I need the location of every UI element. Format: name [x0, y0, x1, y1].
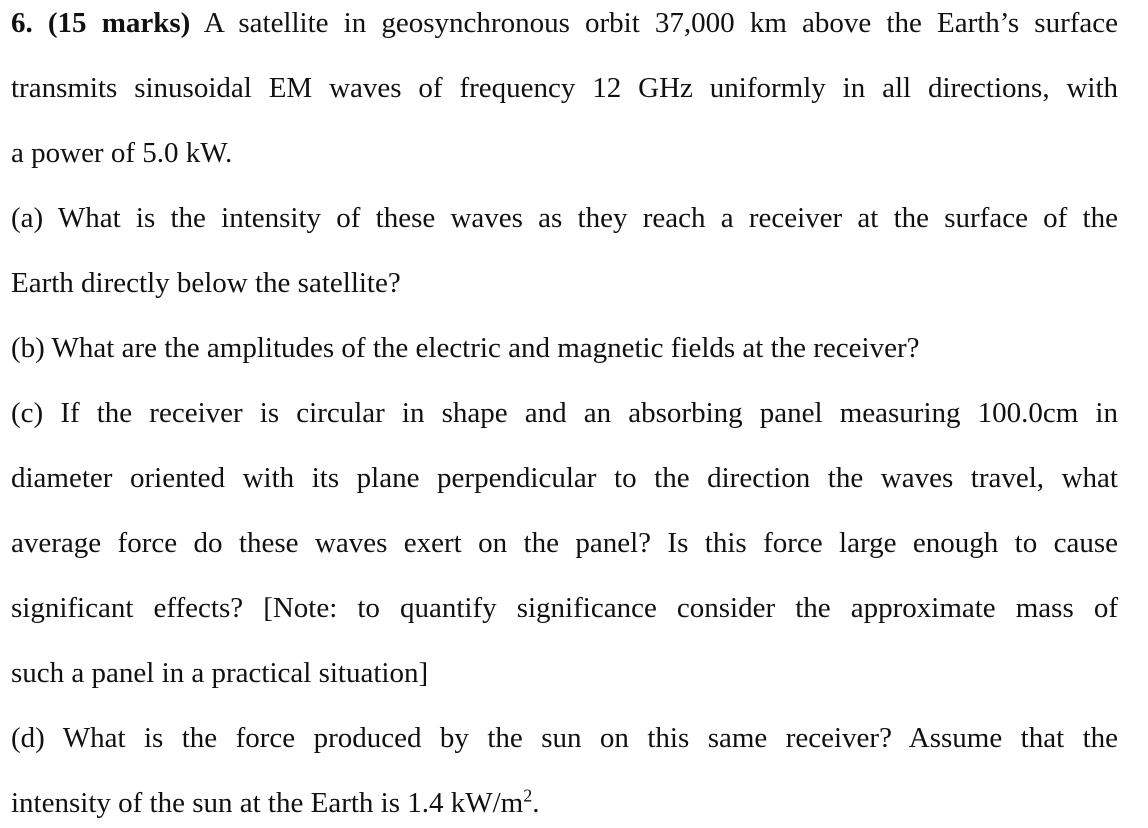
question-intro-line-2: transmits sinusoidal EM waves of frequency 12 GHz uniformly in all directions, with — [11, 72, 1118, 104]
part-c-line-2: diameter oriented with its plane perpendicular to the direction the waves travel, what — [11, 462, 1118, 494]
part-a-line-2: Earth directly below the satellite? — [11, 267, 401, 299]
part-b-line-1: (b) What are the amplitudes of the electric and magnetic fields at the receiver? — [11, 332, 920, 364]
superscript-exponent: 2 — [523, 785, 533, 806]
intro-text-1: A satellite in geosynchronous orbit 37,000 km above the Earth’s surface — [203, 7, 1118, 39]
part-d-line-2-text: intensity of the sun at the Earth is 1.4 kW/m — [11, 787, 524, 819]
question-intro-line-1 — [11, 6, 1118, 40]
question-number-label: 6. (15 marks) — [11, 7, 191, 39]
question-intro-line-3: a power of 5.0 kW. — [11, 137, 233, 169]
part-c-line-1: (c) If the receiver is circular in shape and an absorbing panel measuring 100.0cm in — [11, 397, 1118, 429]
part-d-line-2-end: . — [532, 787, 540, 819]
part-c-line-5: such a panel in a practical situation] — [11, 657, 429, 689]
part-a-line-1: (a) What is the intensity of these waves as they reach a receiver at the surface of the — [11, 202, 1118, 234]
part-c-line-3: average force do these waves exert on the panel? Is this force large enough to cause — [11, 527, 1118, 559]
part-d-line-1: (d) What is the force produced by the sun on this same receiver? Assume that the — [11, 722, 1118, 754]
part-d-line-2 — [11, 786, 540, 820]
part-c-line-4: significant effects? [Note: to quantify significance consider the approximate mass of — [11, 592, 1118, 624]
